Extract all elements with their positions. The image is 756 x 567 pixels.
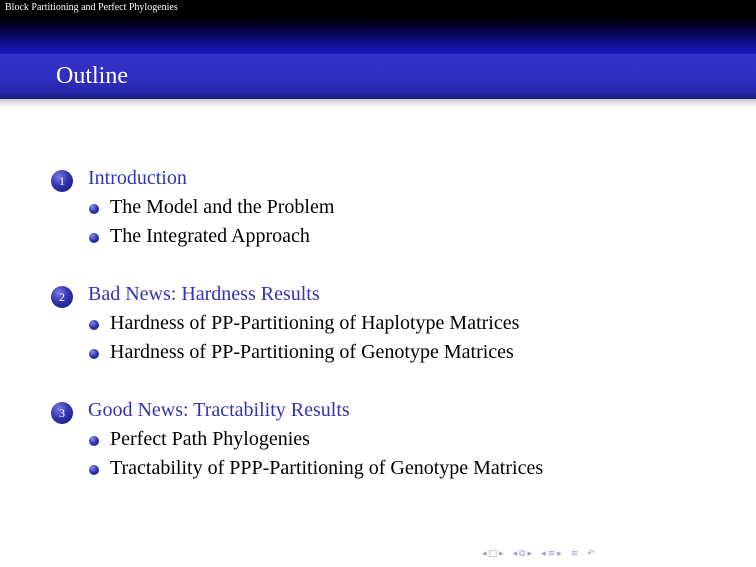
toc-subsection[interactable] — [0, 429, 756, 453]
toc-subsection[interactable] — [0, 458, 756, 482]
section-number-badge: 1 — [51, 170, 73, 192]
toc-subsection[interactable] — [0, 342, 756, 366]
frame-prev-icon[interactable]: ◂ — [482, 549, 487, 559]
subsection-title[interactable]: The Integrated Approach — [110, 225, 310, 247]
bullet-icon — [89, 349, 99, 359]
section-title[interactable]: Introduction — [88, 167, 187, 189]
bullet-icon — [89, 465, 99, 475]
toc-subsection[interactable] — [0, 197, 756, 221]
section-icon[interactable]: ≡ — [547, 549, 556, 559]
subsection-prev-icon[interactable]: ◂ — [512, 549, 518, 559]
align-icon[interactable]: ≡ — [570, 549, 579, 559]
subsection-title[interactable]: Perfect Path Phylogenies — [110, 428, 310, 450]
bullet-icon — [89, 320, 99, 330]
toc-subsection[interactable] — [0, 226, 756, 250]
frame-icon[interactable]: □ — [488, 549, 498, 559]
beamer-navigation-bar — [482, 547, 595, 561]
subsection-title[interactable]: Hardness of PP-Partitioning of Haplotype Matrices — [110, 312, 520, 334]
subsection-next-icon[interactable]: ▸ — [527, 549, 533, 559]
subsection-title[interactable]: Hardness of PP-Partitioning of Genotype Matrices — [110, 341, 514, 363]
subsection-icon[interactable]: ⧉ — [519, 549, 526, 559]
toc-subsection[interactable] — [0, 313, 756, 337]
section-number-badge: 3 — [51, 402, 73, 424]
bullet-icon — [89, 233, 99, 243]
search-icon[interactable]: ↶ — [587, 549, 595, 559]
section-title[interactable]: Good News: Tractability Results — [88, 399, 350, 421]
section-prev-icon[interactable]: ◂ — [541, 549, 546, 559]
frame-next-icon[interactable]: ▸ — [499, 549, 504, 559]
frame-title: Outline — [56, 63, 128, 89]
short-title: Block Partitioning and Perfect Phylogenies — [5, 2, 178, 13]
section-title[interactable]: Bad News: Hardness Results — [88, 283, 320, 305]
subsection-title[interactable]: Tractability of PPP-Partitioning of Genotype Matrices — [110, 457, 544, 479]
bullet-icon — [89, 204, 99, 214]
subsection-title[interactable]: The Model and the Problem — [110, 196, 335, 218]
section-next-icon[interactable]: ▸ — [557, 549, 562, 559]
bullet-icon — [89, 436, 99, 446]
section-number-badge: 2 — [51, 286, 73, 308]
